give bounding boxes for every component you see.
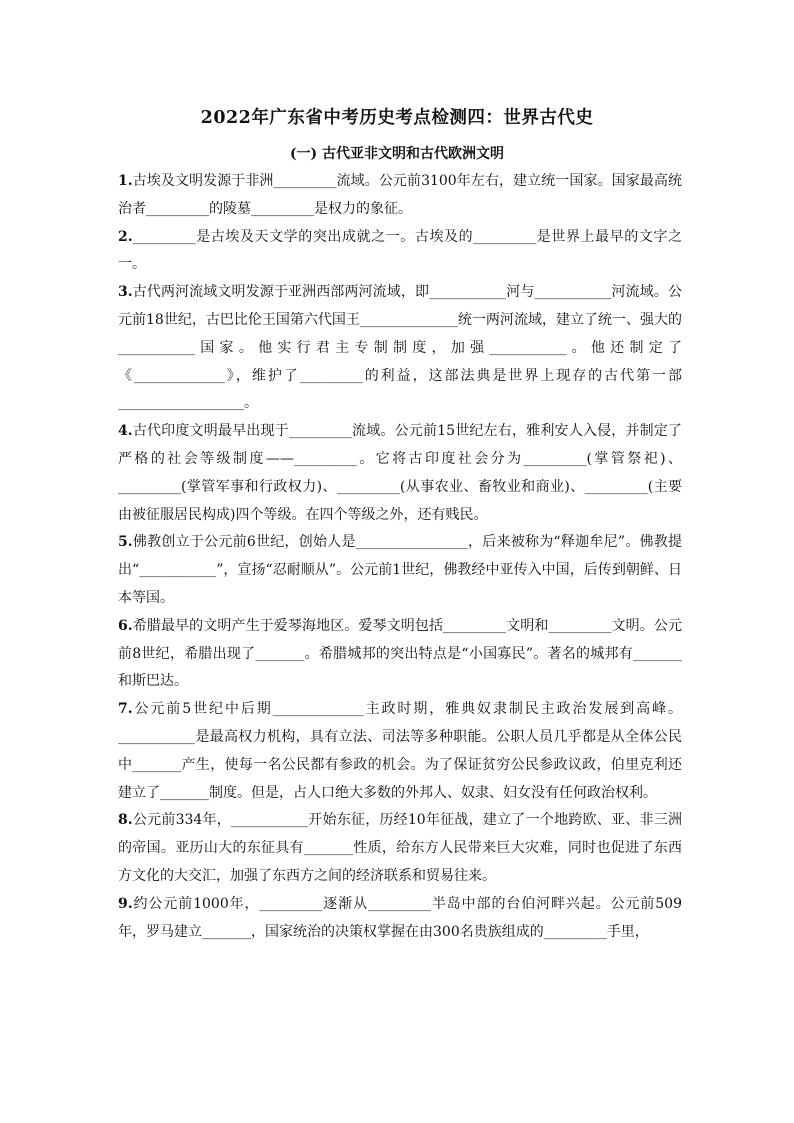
question-number: 2.	[118, 228, 133, 245]
question-number: 4.	[118, 423, 133, 440]
page-title: 2022年广东省中考历史考点检测四：世界古代史	[200, 108, 594, 128]
question-text: 古埃及文明发源于非洲_________流域。公元前3100年左右，建立统一国家。国家最高统治者_________的陵墓_________是权力的象征。	[118, 173, 682, 217]
question-number: 7.	[118, 701, 133, 718]
question-number: 8.	[118, 812, 133, 829]
question-number: 9.	[118, 895, 133, 912]
question-item	[118, 224, 682, 280]
question-item	[118, 891, 682, 947]
question-text: 希腊最早的文明产生于爱琴海地区。爱琴文明包括_________文明和_________文明。公元前8世纪，希腊出现了_______。希腊城邦的突出特点是“小国寡民”。著名的城邦有_______和斯巴达。	[118, 617, 682, 690]
question-item	[118, 807, 682, 890]
question-number: 6.	[118, 617, 133, 634]
question-number: 1.	[118, 173, 133, 189]
section-heading: (一) 古代亚非文明和古代欧洲文明	[289, 146, 505, 162]
question-item	[118, 529, 682, 612]
question-number: 3.	[118, 284, 133, 301]
question-text: 古代两河流域文明发源于亚洲西部两河流域，即___________河与___________河流域。公元前18世纪，古巴比伦王国第六代国王______________统一两河流域，建立了统一、强大的___________国家。他实行君主专制制度，加强___________。他还制定了《_____________》，维护了_________的利益，这部法典是世界上现存的古代第一部__________________。	[118, 284, 682, 412]
question-item	[118, 279, 682, 418]
question-text: _________是古埃及天文学的突出成就之一。古埃及的_________是世界上最早的文字之一。	[118, 228, 682, 273]
question-item	[118, 613, 682, 696]
question-text: 佛教创立于公元前6世纪，创始人是________________，后来被称为“释迦牟尼”。佛教提出“___________”，宣扬“忍耐顺从”。公元前1世纪，佛教经中亚传入中国，后传到朝鲜、日本等国。	[118, 534, 682, 606]
question-number: 5.	[118, 534, 133, 551]
question-text: 约公元前1000年，_________逐渐从_________半岛中部的台伯河畔兴起。公元前509年，罗马建立_______，国家统治的决策权掌握在由300名贵族组成的_________手里，	[118, 895, 682, 940]
question-item	[118, 418, 682, 529]
question-text: 公元前334年，___________开始东征，历经10年征战，建立了一个地跨欧、亚、非三洲的帝国。亚历山大的东征具有_______性质，给东方人民带来巨大灾难，同时也促进了东西方文化的大交汇，加强了东西方之间的经济联系和贸易往来。	[118, 812, 682, 884]
question-list	[118, 168, 682, 946]
question-text: 古代印度文明最早出现于_________流域。公元前15世纪左右，雅利安人入侵，并制定了严格的社会等级制度——_________。它将古印度社会分为_________(掌管祭祀)、_________(掌管军事和行政权力)、_________(从事农业、畜牧业和商业)、_________(主要由被征服居民构成)四个等级。在四个等级之外，还有贱民。	[118, 423, 682, 523]
question-text: 公元前5世纪中后期_____________主政时期，雅典奴隶制民主政治发展到高峰。___________是最高权力机构，具有立法、司法等多种职能。公职人员几乎都是从全体公民中_______产生，使每一名公民都有参政的机会。为了保证贫穷公民参政议政，伯里克利还建立了_______制度。但是，占人口绝大多数的外邦人、奴隶、妇女没有任何政治权利。	[118, 701, 682, 801]
question-item	[118, 696, 682, 807]
question-item	[118, 168, 682, 224]
